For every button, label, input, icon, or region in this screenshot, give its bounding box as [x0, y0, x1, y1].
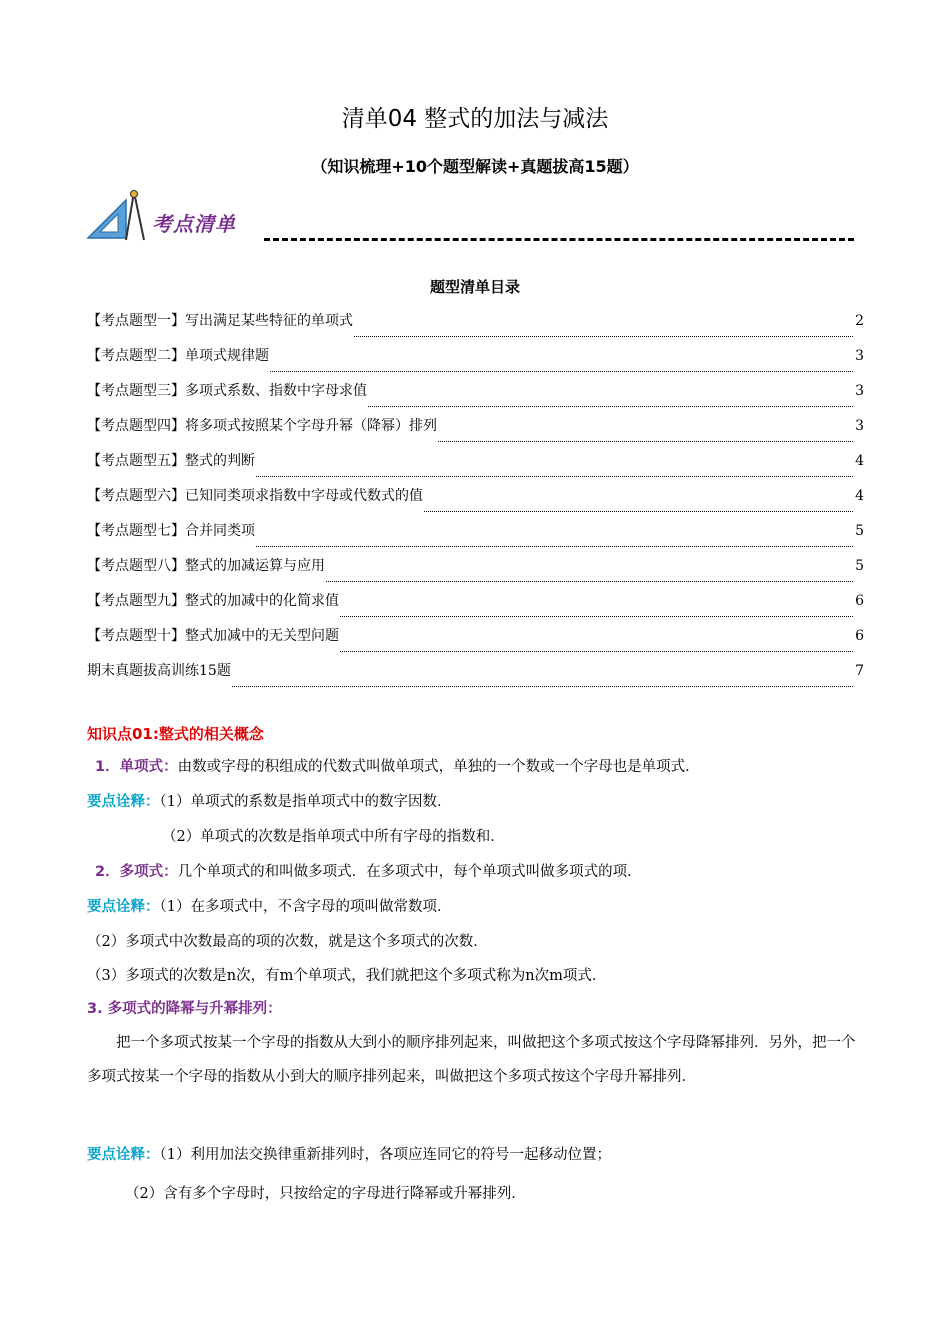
toc-heading: 题型清单目录: [429, 278, 520, 296]
banner-label: 考点清单: [152, 212, 236, 236]
note-line: 要点诠释：（1）单项式的系数是指单项式中的数字因数．: [87, 794, 452, 810]
toc-item[interactable]: 【考点题型八】整式的加减运算与应用 5: [87, 555, 864, 590]
note-line: 要点诠释：（1）利用加法交换律重新排列时，各项应连同它的符号一起移动位置；: [87, 1147, 611, 1163]
toc-item[interactable]: 【考点题型一】写出满足某些特征的单项式 2: [87, 310, 864, 345]
note-line: 要点诠释：（1）在多项式中，不含字母的项叫做常数项．: [87, 899, 452, 915]
page-title: 清单04 整式的加法与减法: [341, 106, 609, 132]
toc-item[interactable]: 【考点题型五】整式的判断 4: [87, 450, 864, 485]
toc-item[interactable]: 【考点题型六】已知同类项求指数中字母或代数式的值 4: [87, 485, 864, 520]
knowledge-title: 知识点01:整式的相关概念: [87, 725, 264, 743]
note-line: （2）含有多个字母时，只按给定的字母进行降幂或升幂排列．: [125, 1186, 526, 1202]
toc-item[interactable]: 期末真题拔高训练15题 7: [87, 660, 864, 695]
toc-item[interactable]: 【考点题型三】多项式系数、指数中字母求值 3: [87, 380, 864, 415]
toc-item[interactable]: 【考点题型七】合并同类项 5: [87, 520, 864, 555]
toc-item[interactable]: 【考点题型九】整式的加减中的化简求值 6: [87, 590, 864, 625]
toc-item[interactable]: 【考点题型十】整式加减中的无关型问题 6: [87, 625, 864, 660]
table-of-contents: [87, 310, 864, 695]
banner-divider: [264, 238, 854, 241]
toc-item[interactable]: 【考点题型二】单项式规律题 3: [87, 345, 864, 380]
ordering-paragraph: 把一个多项式按某一个字母的指数从大到小的顺序排列起来，叫做把这个多项式按这个字母降幂排列．另外，把一个多项式按某一个字母的指数从小到大的顺序排列起来，叫做把这个多项式按这个字母升幂排列．: [87, 1035, 856, 1085]
note-line: （2）多项式中次数最高的项的次数，就是这个多项式的次数．: [87, 934, 488, 950]
polynomial-definition: 2．多项式：几个单项式的和叫做多项式．在多项式中，每个单项式叫做多项式的项．: [95, 864, 642, 880]
ruler-compass-icon: [86, 186, 156, 244]
toc-item[interactable]: 【考点题型四】将多项式按照某个字母升幂（降幂）排列 3: [87, 415, 864, 450]
section-heading: 3. 多项式的降幂与升幂排列：: [87, 1001, 282, 1017]
note-line: （2）单项式的次数是指单项式中所有字母的指数和．: [162, 829, 505, 845]
note-line: （3）多项式的次数是n次，有m个单项式，我们就把这个多项式称为n次m项式．: [87, 968, 607, 984]
section-banner: [86, 186, 856, 246]
monomial-definition: 1．单项式：由数或字母的积组成的代数式叫做单项式，单独的一个数或一个字母也是单项式．: [95, 759, 700, 775]
page-subtitle: （知识梳理+10个题型解读+真题拔高15题）: [311, 157, 639, 176]
